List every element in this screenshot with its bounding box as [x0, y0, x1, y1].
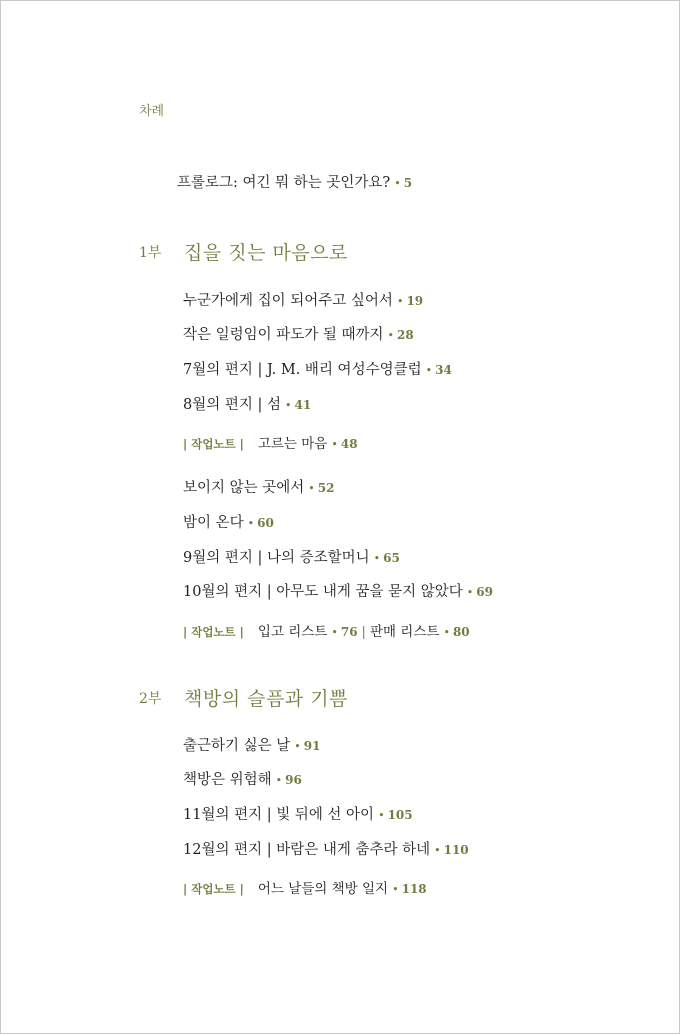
bullet: •: [466, 586, 474, 599]
entry-title: 책방은 위험해: [183, 772, 272, 788]
bullet: •: [308, 482, 315, 495]
entry-page: 34: [435, 363, 452, 377]
entry-title: 밤이 온다: [183, 515, 244, 531]
separator: |: [361, 625, 366, 640]
toc-entry: [183, 546, 400, 567]
toc-entry: [183, 838, 469, 859]
entry-page: 65: [383, 551, 400, 565]
toc-entry: [183, 476, 334, 497]
part-number: 2부: [139, 691, 162, 707]
work-note-tag: | 작업노트 |: [183, 437, 244, 451]
toc-entry: [183, 580, 493, 601]
bullet: •: [443, 626, 450, 639]
bullet: •: [294, 740, 301, 753]
entry-title: 출근하기 싫은 날: [183, 738, 291, 754]
bullet: •: [387, 329, 395, 342]
entry-title: 12월의 편지 | 바람은 내게 춤추라 하네: [183, 842, 431, 858]
entry-title: 보이지 않는 곳에서: [183, 480, 305, 496]
toc-entry-prologue: [177, 171, 412, 192]
work-note-tag: | 작업노트 |: [183, 625, 244, 639]
entry-page: 91: [303, 739, 321, 753]
part-title: 책방의 슬픔과 기쁨: [184, 688, 348, 710]
bullet: •: [247, 517, 255, 530]
toc-heading: 차례: [139, 104, 165, 119]
entry-page: 118: [401, 882, 427, 896]
entry-page: 5: [403, 176, 413, 190]
entry-title: 입고 리스트: [257, 624, 328, 640]
bullet: •: [284, 399, 292, 412]
entry-page: 19: [406, 294, 424, 308]
bullet: •: [396, 295, 404, 308]
work-note-row: [183, 877, 427, 897]
entry-title: 작은 일렁임이 파도가 될 때까지: [183, 327, 384, 343]
entry-title: 어느 날들의 책방 일지: [257, 881, 389, 897]
entry-page: 80: [452, 625, 470, 639]
entry-title: 누군가에게 집이 되어주고 싶어서: [183, 293, 393, 309]
toc-entry: [183, 511, 274, 532]
entry-title: 10월의 편지 | 아무도 내게 꿈을 묻지 않았다: [183, 584, 463, 600]
toc-entry: [183, 734, 320, 755]
entry-title: 7월의 편지 | J. M. 배리 여성수영클럽: [183, 362, 422, 378]
bullet: •: [394, 177, 401, 190]
work-note-tag: | 작업노트 |: [183, 882, 244, 896]
bullet: •: [331, 626, 338, 639]
entry-page: 60: [257, 516, 274, 530]
entry-page: 76: [340, 625, 358, 639]
work-note-row: [183, 620, 470, 640]
entry-page: 105: [387, 808, 413, 822]
entry-page: 28: [397, 328, 414, 342]
entry-title: 8월의 편지 | 섬: [183, 397, 281, 413]
bullet: •: [331, 438, 338, 451]
part-title: 집을 짓는 마음으로: [184, 242, 348, 264]
toc-entry: [183, 358, 452, 379]
bullet: •: [392, 883, 399, 896]
entry-title: 판매 리스트: [369, 624, 440, 640]
toc-entry: [183, 323, 414, 344]
toc-entry: [183, 768, 302, 789]
entry-page: 69: [476, 585, 493, 599]
toc-entry: [183, 393, 311, 414]
entry-title: 프롤로그: 여긴 뭐 하는 곳인가요?: [177, 175, 391, 191]
entry-page: 52: [317, 481, 335, 495]
bullet: •: [425, 364, 433, 377]
part-number: 1부: [139, 245, 162, 261]
bullet: •: [378, 809, 385, 822]
entry-title: 11월의 편지 | 빛 뒤에 선 아이: [183, 807, 375, 823]
entry-page: 41: [294, 398, 312, 412]
bullet: •: [434, 844, 441, 857]
entry-page: 48: [340, 437, 358, 451]
work-note-row: [183, 432, 358, 452]
toc-entry: [183, 803, 413, 824]
entry-title: 고르는 마음: [257, 436, 328, 452]
entry-page: 110: [443, 843, 469, 857]
bullet: •: [373, 552, 381, 565]
entry-page: 96: [285, 773, 302, 787]
entry-title: 9월의 편지 | 나의 증조할머니: [183, 550, 370, 566]
toc-entry: [183, 289, 423, 310]
bullet: •: [275, 774, 283, 787]
